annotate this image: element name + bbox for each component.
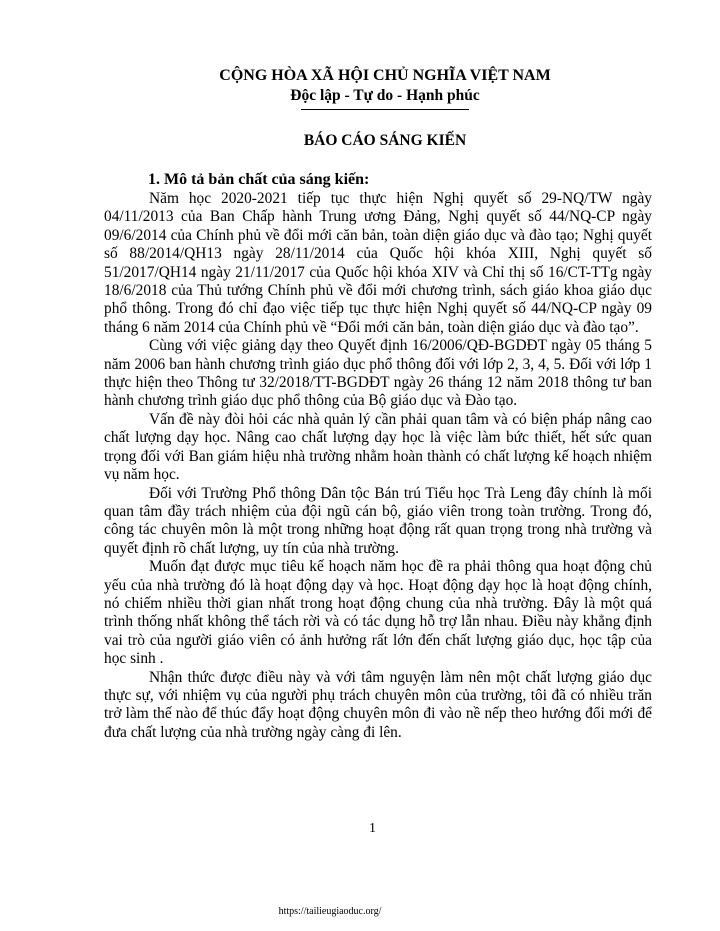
section-heading: 1. Mô tả bản chất của sáng kiến:: [148, 171, 370, 188]
paragraph: Cùng với việc giảng dạy theo Quyết định 16/2006/QĐ-BGDĐT ngày 05 tháng 5 năm 2006 ban hành chương trình giáo dục phổ thông đối với lớp 2, 3, 4, 5. Đối với lớp 1 thực hiện theo Thông tư 32/2018/TT-BGDĐT ngày 26 tháng 12 năm 2018 thông tư ban hành chương trình giáo dục phổ thông của Bộ giáo dục và Đào tạo.: [104, 337, 652, 410]
footer-url[interactable]: https://tailieugiaoduc.org/: [278, 906, 382, 917]
paragraph: Vấn đề này đòi hỏi các nhà quản lý cần phải quan tâm và có biện pháp nâng cao chất lượng dạy học. Nâng cao chất lượng dạy học là việc làm bức thiết, hết sức quan trọng đối với Ban giám hiệu nhà trường nhằm hoàn thành có chất lượng kế hoạch nhiệm vụ năm học.: [104, 410, 652, 484]
paragraph: Nhận thức được điều này và với tâm nguyện làm nên một chất lượng giáo dục thực sự, với nhiệm vụ của người phụ trách chuyên môn của trường, tôi đã có nhiều trăn trở làm thế nào để thúc đẩy hoạt động chuyên môn đi vào nề nếp theo hướng đổi mới để đưa chất lượng của nhà trường ngày càng đi lên.: [104, 668, 652, 741]
motto: Độc lập - Tự do - Hạnh phúc: [290, 87, 480, 104]
motto-underline: [301, 109, 469, 110]
paragraph: Đối với Trường Phổ thông Dân tộc Bán trú Tiểu học Trà Leng đây chính là mối quan tâm đầy trách nhiệm của đội ngũ cán bộ, giáo viên trong toàn trường. Trong đó, công tác chuyên môn là một trong những hoạt động rất quan trọng trong nhà trường và quyết định rõ chất lượng, uy tín của nhà trường.: [104, 484, 652, 557]
page-number: 1: [369, 821, 376, 836]
motto-wrapper: [115, 86, 655, 106]
report-title: BÁO CÁO SÁNG KIẾN: [303, 132, 467, 149]
body-text: [104, 190, 652, 742]
paragraph: Muốn đạt được mục tiêu kế hoạch năm học đề ra phải thông qua hoạt động chủ yếu của nhà trường đó là hoạt động dạy và học. Hoạt động dạy học là hoạt động chính, nó chiếm nhiều thời gian nhất trong hoạt động chung của nhà trường. Đây là một quá trình thống nhất không thể tách rời và có tác dụng hỗ trợ lẫn nhau. Điều này khẳng định vai trò của người giáo viên có ảnh hưởng rất lớn đến chất lượng giáo dục, học tập của học sinh .: [104, 558, 652, 668]
document-header: [115, 66, 655, 110]
national-title: CỘNG HÒA XÃ HỘI CHỦ NGHĨA VIỆT NAM: [219, 67, 551, 84]
paragraph: Năm học 2020-2021 tiếp tục thực hiện Nghị quyết số 29-NQ/TW ngày 04/11/2013 của Ban Chấp hành Trung ương Đảng, Nghị quyết số 44/NQ-CP ngày 09/6/2014 của Chính phủ về đổi mới căn bản, toàn diện giáo dục và đào tạo; Nghị quyết số 88/2014/QH13 ngày 28/11/2014 của Quốc hội khóa XIII, Nghị quyết số 51/2017/QH14 ngày 21/11/2017 của Quốc hội khóa XIV và Chỉ thị số 16/CT-TTg ngày 18/6/2018 của Thủ tướng Chính phủ về đổi mới chương trình, sách giáo khoa giáo dục phổ thông. Trong đó chỉ đạo việc tiếp tục thực hiện Nghị quyết số 44/NQ-CP ngày 09 tháng 6 năm 2014 của Chính phủ về “Đổi mới căn bản, toàn diện giáo dục và đào tạo”.: [104, 190, 652, 336]
